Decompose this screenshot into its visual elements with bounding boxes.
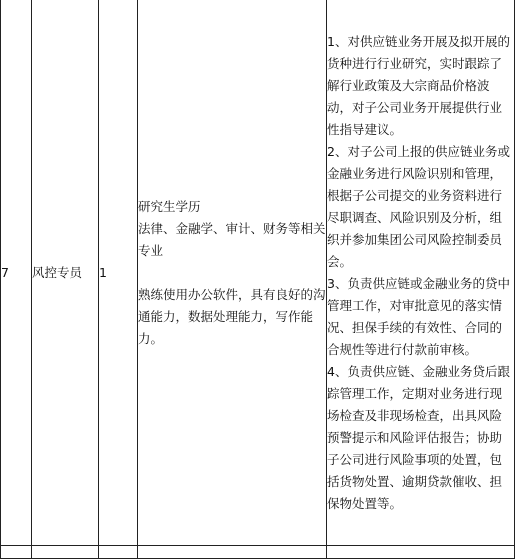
requirements-cell [138,0,327,546]
skills-requirement: 熟练使用办公软件，具有良好的沟通能力，数据处理能力，写作能力。 [138,286,326,346]
education-requirement: 研究生学历 [138,198,201,214]
duties-cell [327,0,515,546]
major-requirement: 法律、金融学、审计、财务等相关专业 [138,220,326,258]
next-row-cell [138,546,327,559]
duty-item-3: 3、负责供应链或金融业务的贷中管理工作，对审批意见的落实情况、担保手续的有效性、合同的合规性等进行付款前审核。 [327,275,510,357]
next-row-cell [1,546,32,559]
duty-item-1: 1、对供应链业务开展及拟开展的货种进行行业研究，实时跟踪了解行业政策及大宗商品价格波动，对子公司业务开展提供行业性指导建议。 [327,33,510,137]
row-index: 7 [1,0,32,546]
next-row-cell [327,546,515,559]
duty-item-4: 4、负责供应链、金融业务贷后跟踪管理工作，定期对业务进行现场检查及非现场检查，出具风险预警提示和风险评估报告；协助子公司进行风险事项的处置，包括货物处置、逾期贷款催收、担保物处置等。 [327,363,510,511]
position-name: 风控专员 [32,0,99,546]
next-row-cell [99,546,138,559]
duty-item-2: 2、对子公司上报的供应链业务或金融业务进行风险识别和管理，根据子公司提交的业务资料进行尽职调查、风险识别及分析，组织并参加集团公司风险控制委员会。 [327,143,510,269]
headcount: 1 [99,0,138,546]
requirements-spacer [138,262,326,284]
next-table-row [1,546,515,559]
table-row [1,0,515,546]
next-row-cell [32,546,99,559]
